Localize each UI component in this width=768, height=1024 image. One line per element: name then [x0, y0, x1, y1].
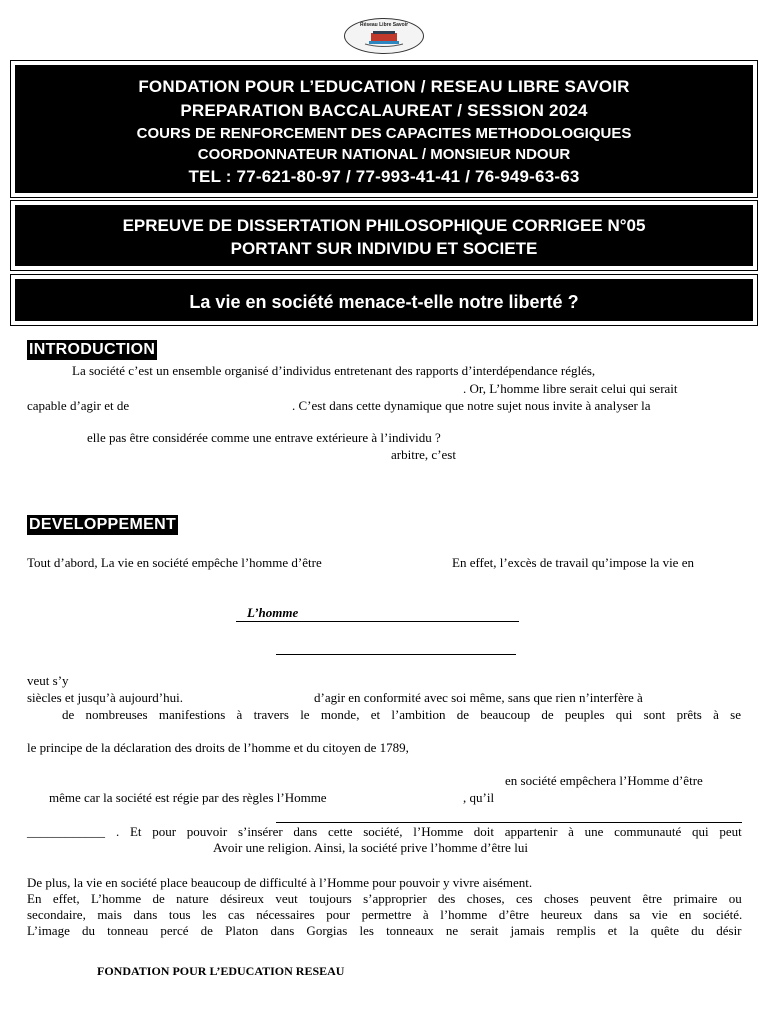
intro-line-3a: capable d’agir et de	[27, 398, 130, 413]
intro-line-2: . Or, L’homme libre serait celui qui serait	[463, 381, 678, 396]
dev-declaration: le principe de la déclaration des droits de l’homme et du citoyen de 1789,	[27, 740, 409, 755]
foundation-logo	[344, 18, 424, 54]
intro-line-4: elle pas être considérée comme une entrave extérieure à l’individu ?	[87, 430, 441, 445]
exam-title: EPREUVE DE DISSERTATION PHILOSOPHIQUE CORRIGEE N°05	[122, 216, 646, 235]
dev-en-effet: En effet, L’homme de nature désireux veut toujours s’approprier des choses, ces choses peuvent être primaire ou	[27, 891, 742, 906]
dev-quil: , qu’il	[463, 790, 495, 805]
dev-empechera: en société empêchera l’Homme d’être	[505, 773, 703, 788]
dev-p1-right: En effet, l’excès de travail qu’impose la vie en	[452, 555, 694, 570]
blank-rule-3	[276, 822, 742, 823]
subject-question: La vie en société menace-t-elle notre liberté ?	[189, 292, 579, 312]
introduction-heading: INTRODUCTION	[29, 341, 156, 358]
exam-frame	[10, 200, 758, 271]
logo-lettering: Réseau Libre Savoir	[359, 22, 409, 28]
intro-line-3b: . C’est dans cette dynamique que notre sujet nous invite à analyser la	[292, 398, 651, 413]
header-frame	[10, 60, 758, 198]
dev-religion: Avoir une religion. Ainsi, la société prive l’homme d’être lui	[213, 840, 528, 855]
header-session: PREPARATION BACCALAUREAT / SESSION 2024	[180, 101, 588, 120]
dev-blank: ____________	[27, 824, 105, 839]
header-coordinator: COORDONNATEUR NATIONAL / MONSIEUR NDOUR	[197, 146, 571, 163]
subject-frame	[10, 274, 758, 326]
dev-meme-car: même car la société est régie par des règles l’Homme	[49, 790, 327, 805]
header-phone: TEL : 77-621-80-97 / 77-993-41-41 / 76-949-63-63	[188, 167, 580, 186]
dev-p1-left: Tout d’abord, La vie en société empêche l’homme d’être	[27, 555, 322, 570]
intro-line-1: La société c’est un ensemble organisé d’individus entretenant des rapports d’interdépendance réglés,	[72, 363, 596, 378]
dev-siecles: siècles et jusqu’à aujourd’hui.	[27, 690, 183, 705]
header-foundation: FONDATION POUR L’EDUCATION / RESEAU LIBRE SAVOIR	[138, 77, 630, 96]
header-course: COURS DE RENFORCEMENT DES CAPACITES METHODOLOGIQUES	[136, 125, 632, 142]
dev-secondaire: secondaire, mais dans tous les cas nécessaires pour permettre à l’homme d’être heureux dans sa vie en société.	[27, 907, 743, 922]
dev-veut: veut s’y	[27, 673, 69, 688]
blank-rule-2	[276, 654, 516, 655]
dev-manifestations: de nombreuses manifestions à travers le monde, et l’ambition de beaucoup de peuples qui sont prêts à se	[62, 707, 741, 722]
page-footer: FONDATION POUR L’EDUCATION RESEAU	[97, 964, 345, 978]
intro-line-5: arbitre, c’est	[391, 447, 456, 462]
blank-rule-1	[236, 621, 519, 622]
dev-tonneau: L’image du tonneau percé de Platon dans Gorgias les tonneaux ne serait jamais remplis et la quête du désir	[27, 923, 742, 938]
dev-inserer: . Et pour pouvoir s’insérer dans cette société, l’Homme doit appartenir à une communauté qui peut	[116, 824, 742, 839]
developpement-heading: DEVELOPPEMENT	[29, 516, 177, 533]
exam-theme: PORTANT SUR INDIVIDU ET SOCIETE	[230, 239, 538, 258]
dev-agir: d’agir en conformité avec soi même, sans que rien n’interfère à	[314, 690, 643, 705]
dev-lhomme: L’homme	[247, 605, 299, 620]
dev-de-plus: De plus, la vie en société place beaucoup de difficulté à l’Homme pour pouvoir y vivre aisément.	[27, 875, 533, 890]
